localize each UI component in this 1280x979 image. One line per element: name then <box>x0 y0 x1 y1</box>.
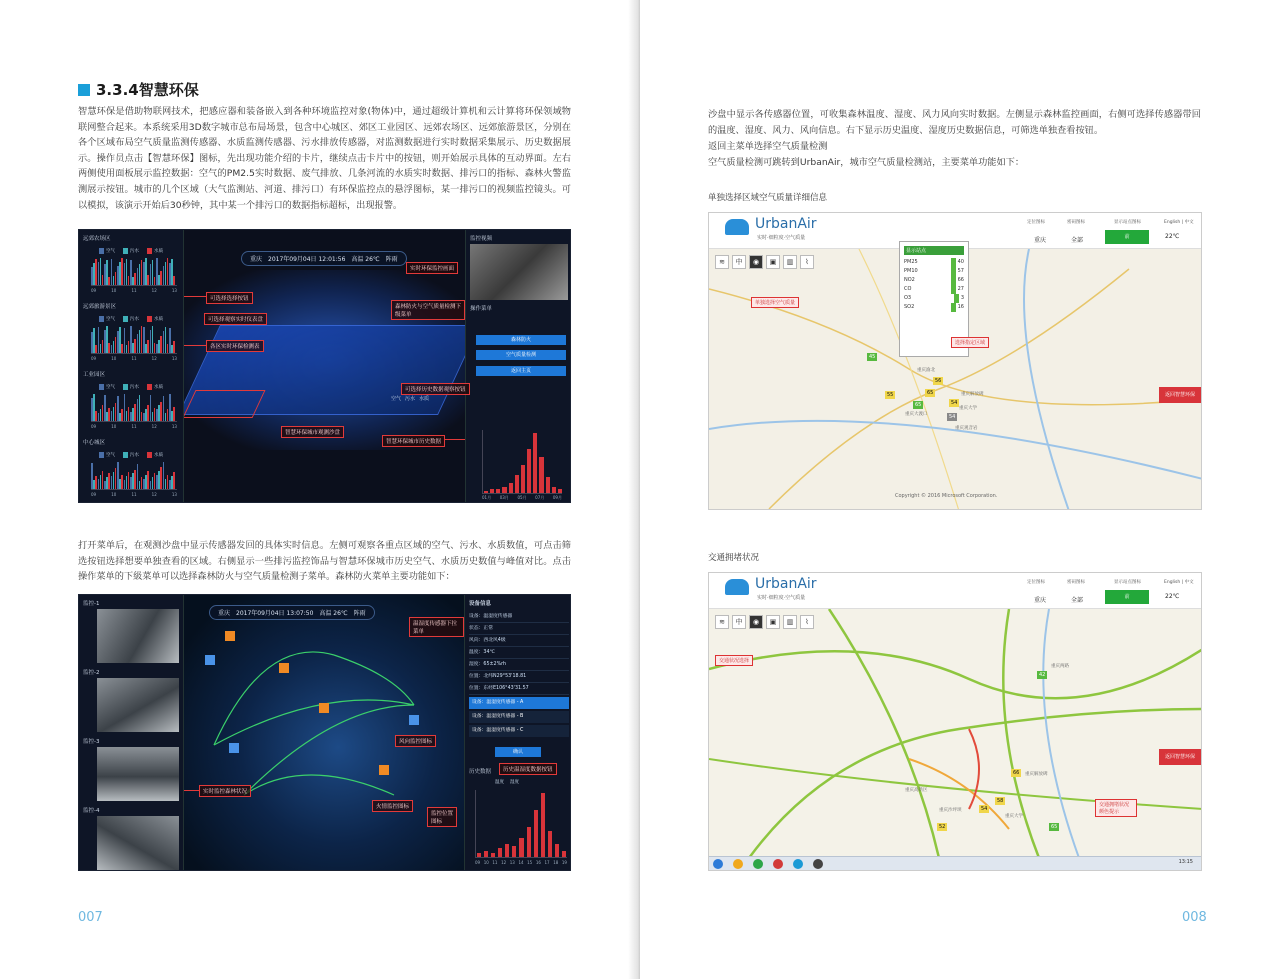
forest-fire-button[interactable]: 森林防火 <box>476 335 566 345</box>
confirm-button[interactable]: 确认 <box>495 747 541 757</box>
time-weather-bar: 重庆 2017年09月04日 13:07:50 高温 26℃ 阵雨 <box>209 605 375 620</box>
query-button[interactable]: 前 <box>1105 230 1149 244</box>
axis-tick: 13 <box>171 424 177 429</box>
device-info-row: 湿度：65±2%rh <box>469 659 569 671</box>
fire-icon[interactable] <box>319 703 329 713</box>
map-toolbar <box>715 255 814 269</box>
mini-legend <box>391 395 429 402</box>
taskbar-clock: 13:15 <box>1178 859 1193 865</box>
map-area[interactable] <box>709 249 1201 509</box>
cloud-logo-icon <box>725 579 749 595</box>
zone-bar <box>173 472 175 489</box>
hist-bar <box>534 810 538 857</box>
menu-paragraph: 打开菜单后，在观测沙盘中显示传感器发回的具体实时信息。左侧可观察各重点区域的空气、污水、水质数值，可点击筛选按钮选择想要单独查看的区域。右侧显示一些排污监控饰品与智慧环保城市历史空气、水质历史数值与峰值对比。点击操作菜单的下級菜单可以选择森林防火与空气质量检测子菜单。森林防火菜单主要功能如下： <box>78 540 571 583</box>
map-toolbar <box>715 615 814 629</box>
zone-axis <box>91 424 177 429</box>
fire-icon[interactable] <box>225 631 235 641</box>
device-info-row: 位置：东经E106°43'31.57 <box>469 683 569 695</box>
map-tool-button[interactable]: ⌇ <box>800 255 814 269</box>
note-area-select: 选择指定区域 <box>951 337 989 348</box>
page-number: 007 <box>78 910 103 925</box>
axis-tick: 14 <box>518 860 524 865</box>
monitor-panel <box>79 595 184 871</box>
callout-fire: 火情监控图标 <box>372 800 413 812</box>
arrow-live <box>184 790 200 791</box>
axis-tick: 11 <box>131 356 137 361</box>
legend-item: 空气 <box>99 316 115 322</box>
right-panel <box>465 230 571 503</box>
axis-tick: 13 <box>171 492 177 497</box>
axis-tick: 16 <box>535 860 541 865</box>
callout-sandbox: 智慧环保城市观测沙盘 <box>281 426 344 438</box>
axis-tick: 09 <box>91 424 97 429</box>
aqi-marker[interactable]: 65 <box>1051 824 1058 830</box>
cloud-logo-icon <box>725 219 749 235</box>
legend-item: 水质 <box>147 248 163 254</box>
axis-tick: 09 <box>91 288 97 293</box>
axis-tick: 11 <box>492 860 498 865</box>
map-tool-button[interactable]: ▥ <box>783 615 797 629</box>
axis-tick: 10 <box>111 492 117 497</box>
pollutant-row <box>904 258 964 267</box>
callout-zone-table: 各区实时环保检测表 <box>206 340 264 352</box>
zone-title: 远郊农场区 <box>83 236 111 242</box>
start-icon[interactable] <box>713 859 723 869</box>
note-traffic-select: 交通状况选择 <box>715 655 753 666</box>
zone-bar <box>173 276 175 285</box>
app-subtitle: 实时·细粒度·空气质量 <box>757 235 806 241</box>
callout-gauge: 可选择观察实时仪表盘 <box>204 313 267 325</box>
device-info-row: 风向：西北风4级 <box>469 635 569 647</box>
video-title: 监控视频 <box>470 236 493 242</box>
temperature: 22℃ <box>1165 233 1180 240</box>
map-tool-button[interactable]: ⌇ <box>800 615 814 629</box>
right-page <box>640 0 1280 979</box>
history-legend <box>495 779 519 785</box>
legend-item: 水质 <box>147 316 163 322</box>
pollutant-value: 16 <box>951 303 964 312</box>
link-password[interactable]: 密码图标 <box>1067 220 1085 225</box>
legend-temperature: 温度 <box>495 780 504 785</box>
eco-dashboard-screenshot <box>78 229 571 503</box>
forest-paragraph: 沙盘中显示各传感器位置，可收集森林温度、湿度、风力风向实时数据。左侧显示森林监控画面，右侧可选择传感器带回的温度、湿度、风力、风向信息。右下显示历史温度、湿度历史数据信息，可筛选单独查看按钮。 <box>708 109 1201 136</box>
camera-icon[interactable] <box>409 715 419 725</box>
map-tool-button[interactable]: 中 <box>732 615 746 629</box>
map-tool-button[interactable]: ▣ <box>766 615 780 629</box>
zone-title: 远郊旅游景区 <box>83 304 117 310</box>
device-info-row: 温度：34℃ <box>469 647 569 659</box>
map-tool-button[interactable]: ◉ <box>749 615 763 629</box>
axis-tick: 05月 <box>517 495 527 500</box>
zone-bar <box>173 341 175 353</box>
legend-air: 空气 <box>391 396 402 402</box>
arrow-zone <box>184 345 206 346</box>
map-tool-button[interactable]: ◉ <box>749 255 763 269</box>
aqi-marker[interactable]: 42 <box>1039 672 1046 678</box>
fire-icon[interactable] <box>279 663 289 673</box>
caption-air-detail: 单独选择区域空气质量详细信息 <box>708 193 828 203</box>
hist-bar <box>539 457 543 493</box>
hist-bar <box>496 489 500 493</box>
callout-wind: 风向监控图标 <box>395 735 436 747</box>
map-tool-button[interactable]: 中 <box>732 255 746 269</box>
app-subtitle: 实时·细粒度·空气质量 <box>757 595 806 601</box>
pollutant-row <box>904 294 964 303</box>
axis-tick: 07月 <box>535 495 545 500</box>
urbanair-paragraph: 空气质量检测可跳转到UrbanAir，城市空气质量检测站，主要菜单功能如下： <box>708 157 1025 168</box>
temperature: 22℃ <box>1165 593 1180 600</box>
legend-item: 水质 <box>147 452 163 458</box>
monitor-label: 监控-1 <box>83 601 100 607</box>
history-histogram <box>482 430 562 494</box>
query-button[interactable]: 前 <box>1105 590 1149 604</box>
hist-bar <box>484 851 488 857</box>
hist-bar <box>527 449 531 493</box>
aqi-marker[interactable]: 55 <box>887 392 894 398</box>
place-label: 重庆大渡口 <box>905 412 928 417</box>
axis-tick: 12 <box>151 424 157 429</box>
time-weather-bar: 重庆 2017年09月04日 12:01:56 高温 26℃ 阵雨 <box>241 251 407 266</box>
app-icon[interactable] <box>793 859 803 869</box>
axis-tick: 10 <box>483 860 489 865</box>
device-option[interactable]: 设备：温湿度传感器 - A <box>469 697 569 709</box>
axis-tick: 10 <box>111 288 117 293</box>
link-password[interactable]: 密码图标 <box>1067 580 1085 585</box>
place-label: 重庆观音岩 <box>955 426 978 431</box>
aqi-marker[interactable]: 65 <box>915 402 922 408</box>
device-info-row: 位置：北纬N29°53'18.81 <box>469 671 569 683</box>
legend-water: 水质 <box>419 396 430 402</box>
show-stations-checkbox[interactable]: 显示站点图标 <box>1114 580 1141 585</box>
section-heading <box>78 79 199 100</box>
place-label: 重庆解放碑 <box>1025 772 1048 777</box>
device-panel <box>464 595 571 871</box>
place-label: 重庆沙坪坝 <box>939 808 962 813</box>
zone-legend <box>99 384 163 390</box>
hist-bar <box>498 848 502 857</box>
zone-axis <box>91 492 177 497</box>
hist-bar <box>552 487 556 493</box>
pollutant-row <box>904 267 964 276</box>
app-icon[interactable] <box>813 859 823 869</box>
section-square-icon <box>78 84 90 96</box>
zone-title: 中心城区 <box>83 440 106 446</box>
monitor-label: 监控-2 <box>83 670 100 676</box>
legend-humidity: 湿度 <box>510 780 519 785</box>
intro-paragraph: 智慧环保是借助物联网技术，把感应器和装备嵌入到各种环境监控对象(物体)中，通过超级计算机和云计算将环保领域物联网整合起来。本系统采用3D数字城市总布局场景，包含中心城区、郊区工业园区、远郊农场区、远郊旅游景区，分别在各个区域布局空气质量监测传感器、水质监测传感器、污水排放传感器，对监测数据进行实时数据采集展示、历史数据展示。操作员点击【智慧环保】图标，先出现功能介绍的卡片，继续点击卡片中的按钮，则开始展示具体的互动界面。左右两侧使用面板展示监控数据：空气的PM2.5实时数据、废气排放、几条河流的水质实时数据、排污口的指标、森林火警监测展示按钮。城市的几个区域（大气监测站、河道、排污口）有环保监控点的悬浮图标，某一排污口的视频监控镜头。可以模拟，该演示开始后30秒钟，其中某一个排污口的数据指标超标，出现报警。 <box>78 106 571 211</box>
legend-item: 空气 <box>99 384 115 390</box>
monitor-feed[interactable] <box>97 609 179 663</box>
video-feed <box>470 244 568 300</box>
pollutant-name: NO2 <box>904 277 915 283</box>
pollutant-row <box>904 276 964 285</box>
zone-legend <box>99 316 163 322</box>
zone-title: 工业园区 <box>83 372 106 378</box>
app-name: UrbanAir <box>755 216 817 232</box>
zone-bar-chart <box>91 326 177 354</box>
pollutant-name: SO2 <box>904 304 915 310</box>
axis-tick: 09 <box>91 492 97 497</box>
axis-tick: 01月 <box>482 495 492 500</box>
show-stations-checkbox[interactable]: 显示站点图标 <box>1114 220 1141 225</box>
aqi-marker[interactable]: 54 <box>949 414 956 420</box>
back-to-eco-button[interactable]: 返回智慧环保 <box>1159 749 1201 765</box>
arrow-select <box>184 296 206 297</box>
hist-bar <box>558 489 562 493</box>
device-option[interactable]: 设备：温湿度传感器 - B <box>469 711 569 723</box>
place-label: 重庆两路 <box>1051 664 1069 669</box>
axis-tick: 12 <box>151 356 157 361</box>
pollutant-name: CO <box>904 286 912 292</box>
camera-icon[interactable] <box>205 655 215 665</box>
hist-bar <box>533 433 537 493</box>
pollutant-row <box>904 303 964 312</box>
legend-item: 空气 <box>99 452 115 458</box>
monitor-feed[interactable] <box>97 678 179 732</box>
callout-history-btn: 可选择历史数据观察按钮 <box>401 383 470 395</box>
history-title: 历史数据 <box>469 769 492 775</box>
device-option[interactable]: 设备：温湿度传感器 - C <box>469 725 569 737</box>
axis-tick: 11 <box>131 288 137 293</box>
zone-bar-chart <box>91 462 177 490</box>
urbanair-traffic-screenshot <box>708 572 1202 871</box>
map-tool-button[interactable]: ≋ <box>715 255 729 269</box>
district-select[interactable]: 全部 <box>1071 237 1084 244</box>
legend-item: 污水 <box>123 316 139 322</box>
hist-bar <box>509 483 513 493</box>
city-select[interactable]: 重庆 <box>1034 237 1047 244</box>
language-switch[interactable]: English | 中文 <box>1164 220 1194 225</box>
zone-bar <box>173 407 175 421</box>
folder-icon[interactable] <box>733 859 743 869</box>
monitor-feed[interactable] <box>97 747 179 801</box>
legend-item: 污水 <box>123 452 139 458</box>
axis-tick: 10 <box>111 424 117 429</box>
fire-icon[interactable] <box>379 765 389 775</box>
callout-select: 可选择选择按钮 <box>206 292 253 304</box>
axis-tick: 09 <box>91 356 97 361</box>
legend-item: 空气 <box>99 248 115 254</box>
history-histogram <box>475 790 567 858</box>
axis-tick: 09 <box>475 860 481 865</box>
district-select[interactable]: 全部 <box>1071 597 1084 604</box>
history-axis <box>482 495 562 501</box>
axis-tick: 18 <box>553 860 559 865</box>
language-switch[interactable]: English | 中文 <box>1164 580 1194 585</box>
note-traffic-colors: 交通拥堵状况颜色提示 <box>1095 799 1137 817</box>
pollutant-name: O3 <box>904 295 912 301</box>
axis-tick: 12 <box>501 860 507 865</box>
urbanair-air-screenshot <box>708 212 1202 510</box>
axis-tick: 15 <box>527 860 533 865</box>
map-tool-button[interactable]: ▣ <box>766 255 780 269</box>
left-panel <box>79 230 184 503</box>
hist-bar <box>527 827 531 857</box>
callout-video: 实时环保监控画面 <box>406 262 458 274</box>
hist-bar <box>541 793 545 857</box>
axis-tick: 10 <box>111 356 117 361</box>
hist-bar <box>548 831 552 857</box>
hist-bar <box>555 844 559 857</box>
map-area[interactable] <box>709 609 1201 856</box>
camera-icon[interactable] <box>229 743 239 753</box>
place-label: 重庆高新区 <box>905 788 928 793</box>
axis-tick: 12 <box>151 492 157 497</box>
callout-live: 实时监控森林状况 <box>199 785 251 797</box>
city-base-outline <box>182 390 265 418</box>
aqi-marker[interactable]: 66 <box>1013 770 1020 776</box>
place-label: 重庆渝北 <box>917 368 935 373</box>
map-tool-button[interactable]: ≋ <box>715 615 729 629</box>
axis-tick: 17 <box>544 860 550 865</box>
place-label: 重庆大学 <box>1005 814 1023 819</box>
monitor-label: 监控-4 <box>83 808 100 814</box>
section-title: 3.3.4智慧环保 <box>96 81 199 99</box>
history-axis <box>475 860 567 865</box>
device-info-row: 设备：温湿度传感器 <box>469 611 569 623</box>
place-label: 重庆解放碑 <box>961 392 984 397</box>
aqi-marker[interactable]: 65 <box>927 390 934 396</box>
callout-history: 历史温湿度数据按钮 <box>499 763 557 775</box>
menu-title: 操作菜单 <box>470 306 493 312</box>
urbanair-header <box>709 573 1201 609</box>
hist-bar <box>512 846 516 857</box>
legend-item: 污水 <box>123 248 139 254</box>
device-info-row: 状态：正常 <box>469 623 569 635</box>
axis-tick: 13 <box>171 288 177 293</box>
windows-taskbar <box>709 856 1201 870</box>
link-locate[interactable]: 定位图标 <box>1027 220 1045 225</box>
note-single-select: 单独选择空气质量 <box>751 297 799 308</box>
callout-sensor-dropdown: 温湿度传感器下拉菜单 <box>409 617 464 637</box>
forest-fire-screenshot <box>78 594 571 871</box>
hist-bar <box>490 489 494 493</box>
hist-bar <box>515 475 519 493</box>
axis-tick: 19 <box>561 860 567 865</box>
callout-submenu: 森林防火与空气质量检测下级菜单 <box>391 300 465 320</box>
link-locate[interactable]: 定位图标 <box>1027 580 1045 585</box>
legend-item: 水质 <box>147 384 163 390</box>
browser-icon[interactable] <box>753 859 763 869</box>
app-name: UrbanAir <box>755 576 817 592</box>
axis-tick: 11 <box>131 492 137 497</box>
device-info-title: 设备信息 <box>469 601 492 607</box>
home-button[interactable]: 返回主页 <box>476 366 566 376</box>
hist-bar <box>502 487 506 493</box>
hist-bar <box>477 853 481 857</box>
aqi-marker[interactable]: 45 <box>869 354 876 360</box>
monitor-label: 监控-3 <box>83 739 100 745</box>
hist-bar <box>484 491 488 493</box>
pollutant-value: 27 <box>951 285 964 294</box>
back-to-eco-button[interactable]: 返回智慧环保 <box>1159 387 1201 403</box>
aqi-marker[interactable]: 58 <box>997 798 1004 804</box>
arrow-history <box>445 439 465 440</box>
hist-bar <box>519 838 523 857</box>
legend-sewage: 污水 <box>405 396 416 402</box>
city-select[interactable]: 重庆 <box>1034 597 1047 604</box>
pollutant-value: 57 <box>951 267 964 276</box>
air-quality-button[interactable]: 空气质量检测 <box>476 350 566 360</box>
app-icon[interactable] <box>773 859 783 869</box>
hist-bar <box>546 477 550 493</box>
axis-tick: 13 <box>509 860 515 865</box>
axis-tick: 13 <box>171 356 177 361</box>
pollutant-value: 3 <box>954 294 964 303</box>
zone-axis <box>91 356 177 361</box>
callout-location: 监控位置图标 <box>427 807 457 827</box>
pollutant-value: 66 <box>951 276 964 285</box>
axis-tick: 03月 <box>499 495 509 500</box>
aqi-marker[interactable]: 56 <box>935 378 942 384</box>
zone-legend <box>99 248 163 254</box>
hist-bar <box>491 853 495 857</box>
pollutant-value: 40 <box>951 258 964 267</box>
traffic-network <box>709 609 1202 858</box>
place-label: 重庆大学 <box>959 406 977 411</box>
aqi-marker[interactable]: 52 <box>939 824 946 830</box>
map-tool-button[interactable]: ▥ <box>783 255 797 269</box>
map-copyright: Copyright © 2016 Microsoft Corporation. <box>895 493 998 499</box>
zone-axis <box>91 288 177 293</box>
monitor-feed[interactable] <box>97 816 179 870</box>
axis-tick: 09月 <box>552 495 562 500</box>
axis-tick: 11 <box>131 424 137 429</box>
pollutant-name: PM25 <box>904 259 918 265</box>
popup-title: 显示站点 <box>904 246 964 255</box>
pollutant-name: PM10 <box>904 268 918 274</box>
hist-bar <box>505 844 509 857</box>
aqi-marker[interactable]: 54 <box>981 806 988 812</box>
aqi-marker[interactable]: 54 <box>951 400 958 406</box>
zone-legend <box>99 452 163 458</box>
zone-bar-chart <box>91 258 177 286</box>
pollutant-row <box>904 285 964 294</box>
hist-bar <box>521 465 525 493</box>
return-paragraph: 返回主菜单选择空气质量检测 <box>708 141 828 152</box>
axis-tick: 12 <box>151 288 157 293</box>
legend-item: 污水 <box>123 384 139 390</box>
page-number: 008 <box>1182 910 1207 925</box>
callout-history: 智慧环保城市历史数据 <box>382 435 445 447</box>
hist-bar <box>562 851 566 857</box>
zone-bar-chart <box>91 394 177 422</box>
caption-traffic: 交通拥堵状况 <box>708 553 760 563</box>
